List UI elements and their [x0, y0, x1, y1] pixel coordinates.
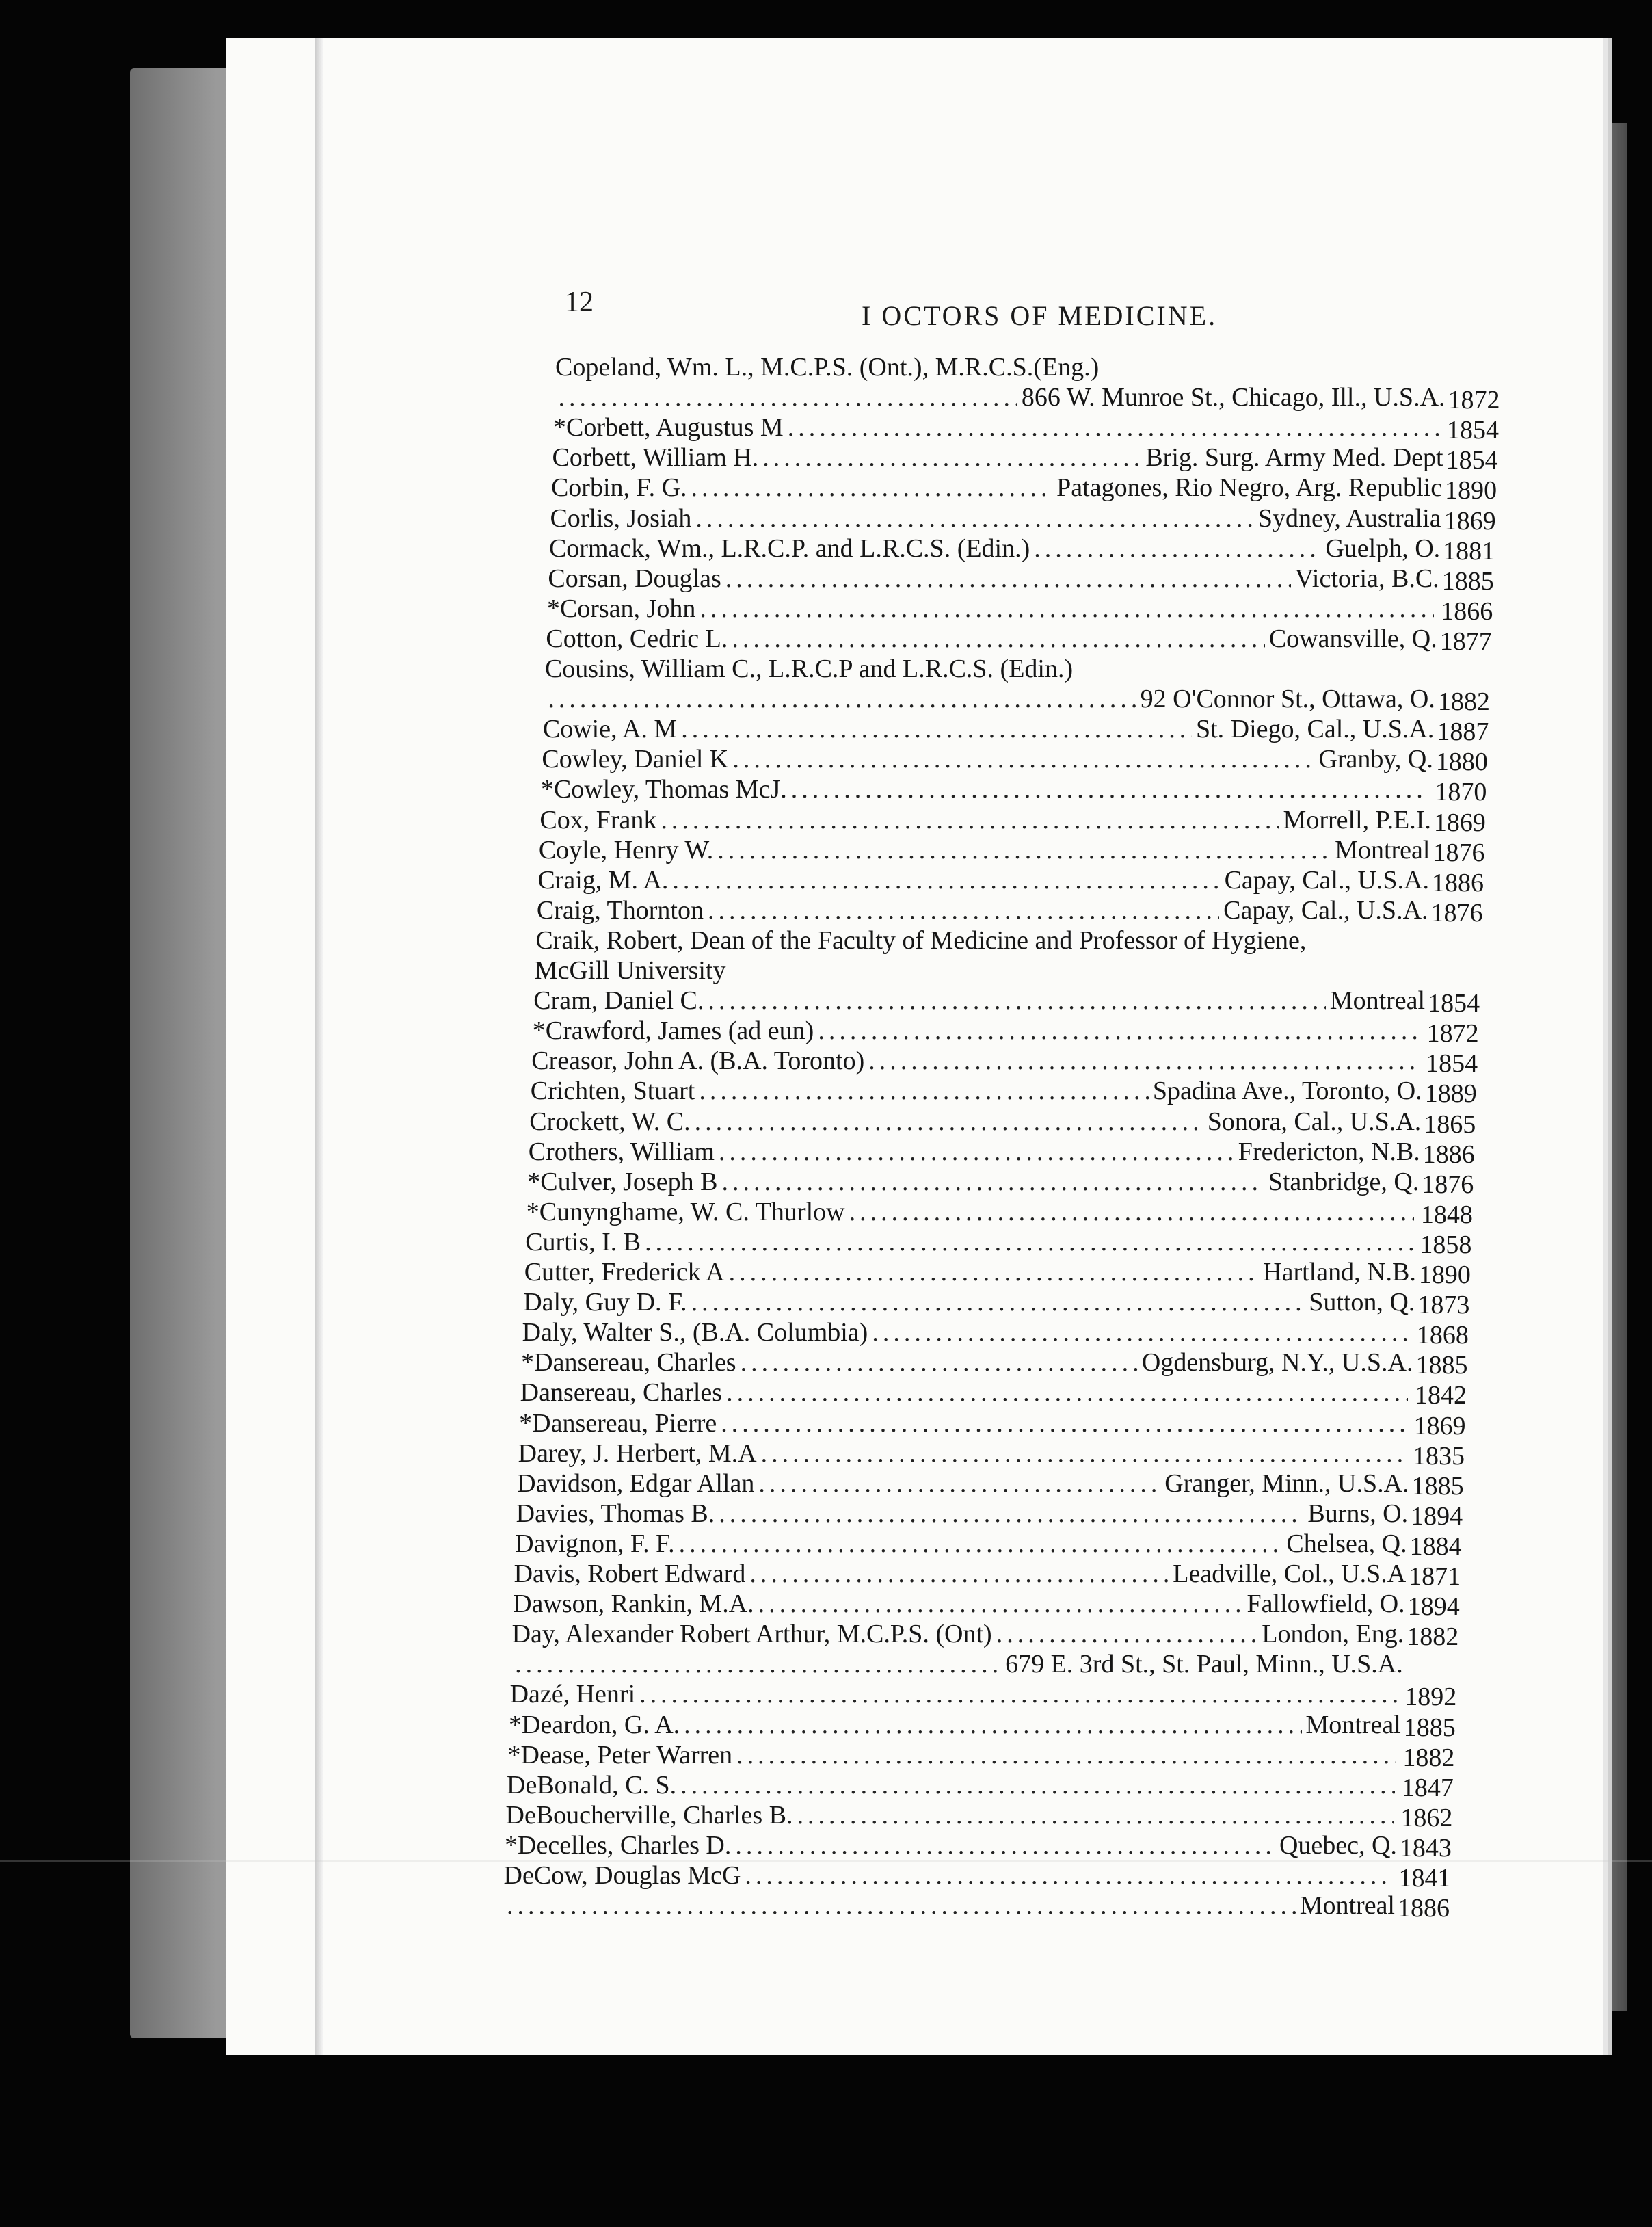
- entry-name: Cousins, William C., L.R.C.P and L.R.C.S. (Edin.): [544, 655, 1074, 683]
- entry-row: [505, 1800, 1453, 1832]
- entry-year: 1862: [1400, 1803, 1453, 1832]
- entry-row: [555, 352, 1446, 382]
- dot-leader: [684, 1710, 1301, 1740]
- entry-year: 1842: [1414, 1381, 1467, 1410]
- entry-name: Craik, Robert, Dean of the Faculty of Medicine and Professor of Hygiene,: [535, 925, 1307, 955]
- entry-location: Patagones, Rio Negro, Arg. Republic: [1056, 473, 1443, 503]
- entry-year: 1872: [1426, 1019, 1479, 1049]
- entry-year: 1882: [1407, 1622, 1459, 1652]
- entry-location: Montreal: [1329, 986, 1426, 1016]
- entry-location: Hartland, N.B.: [1263, 1258, 1416, 1287]
- dot-leader: [788, 412, 1440, 443]
- entry-row: [513, 1589, 1460, 1622]
- entry-name: Corbett, William H.: [552, 443, 759, 473]
- entry-year: 1885: [1403, 1713, 1456, 1742]
- entry-location: Quebec, Q.: [1279, 1830, 1397, 1860]
- entry-year: 1882: [1402, 1743, 1455, 1772]
- entry-year: 1882: [1437, 687, 1490, 717]
- entry-name: *Decelles, Charles D.: [505, 1830, 732, 1860]
- entry-row: [533, 986, 1480, 1018]
- entry-row: [527, 1167, 1474, 1199]
- entry-row: [539, 805, 1486, 837]
- entry-location: Sutton, Q.: [1309, 1288, 1415, 1317]
- dot-leader: [797, 1800, 1394, 1830]
- entry-year: 1866: [1441, 596, 1493, 626]
- entry-name: Craig, M. A.: [537, 865, 669, 895]
- entry-year: 1854: [1428, 989, 1480, 1018]
- entry-row: [515, 1529, 1462, 1561]
- entry-location: Fallowfield, O.: [1247, 1590, 1405, 1619]
- entry-name: Davignon, F. F.: [515, 1529, 675, 1558]
- entry-location: Montreal: [1305, 1710, 1401, 1739]
- page-number: 12: [565, 287, 594, 318]
- entry-year: 1872: [1448, 386, 1500, 415]
- entry-row: [550, 503, 1496, 536]
- entry-row: [544, 684, 1490, 717]
- dot-leader: [708, 895, 1219, 925]
- dot-leader: [996, 1619, 1258, 1649]
- entry-name: Corsan, Douglas: [548, 564, 721, 593]
- entry-year: 1887: [1437, 717, 1489, 747]
- entry-location: Montreal: [1299, 1891, 1395, 1921]
- entry-year: 1884: [1409, 1531, 1462, 1561]
- entry-row: [505, 1830, 1452, 1862]
- entry-year: 1843: [1399, 1833, 1452, 1862]
- entry-location: St. Diego, Cal., U.S.A.: [1195, 715, 1435, 744]
- dot-leader: [721, 1408, 1407, 1438]
- dot-leader: [729, 1257, 1260, 1287]
- entry-year: 1886: [1422, 1139, 1475, 1169]
- entry-name: Copeland, Wm. L., M.C.P.S. (Ont.), M.R.C.S.(Eng.): [555, 353, 1100, 382]
- entry-row: [520, 1378, 1467, 1410]
- entry-row: [531, 1046, 1478, 1079]
- dot-leader: [679, 1529, 1283, 1559]
- entry-row: [509, 1679, 1457, 1712]
- entry-year: 1876: [1433, 838, 1485, 867]
- dot-leader: [725, 564, 1291, 594]
- entry-year: 1876: [1422, 1170, 1474, 1199]
- entry-year: 1886: [1431, 868, 1484, 897]
- dot-leader: [639, 1679, 1398, 1709]
- entry-row: [526, 1197, 1473, 1229]
- entry-name: *Deardon, G. A.: [509, 1710, 680, 1739]
- entry-location: Sydney, Australia: [1257, 503, 1441, 533]
- entry-location: London, Eng.: [1262, 1620, 1404, 1649]
- entry-name: Corbin, F. G.: [550, 473, 687, 503]
- entry-row: [517, 1468, 1464, 1501]
- entry-name: Creasor, John A. (B.A. Toronto): [531, 1046, 865, 1076]
- entry-year: 1892: [1404, 1683, 1457, 1712]
- entry-row: [535, 956, 1426, 986]
- running-title: I OCTORS OF MEDICINE.: [862, 300, 1218, 331]
- entry-row: [545, 654, 1436, 684]
- entry-row: [542, 744, 1488, 777]
- entry-year: 1885: [1411, 1471, 1464, 1501]
- entry-row: [532, 1016, 1479, 1049]
- entry-row: [552, 412, 1500, 445]
- entry-location: Stanbridge, Q.: [1268, 1167, 1420, 1196]
- dot-leader: [548, 684, 1136, 714]
- entry-year: 1885: [1441, 566, 1494, 596]
- entry-location: Capay, Cal., U.S.A.: [1224, 865, 1429, 895]
- entry-year: 1854: [1426, 1049, 1478, 1079]
- dot-leader: [515, 1649, 1001, 1679]
- entry-row: [503, 1890, 1450, 1923]
- entry-location: Victoria, B.C.: [1294, 564, 1439, 593]
- dot-leader: [695, 1107, 1203, 1137]
- entry-name: Cowley, Daniel K: [542, 745, 729, 774]
- entry-row: [524, 1257, 1471, 1289]
- entry-year: 1865: [1424, 1109, 1476, 1139]
- entry-name: *Dease, Peter Warren: [507, 1740, 733, 1769]
- entry-name: Dawson, Rankin, M.A.: [513, 1590, 754, 1619]
- entry-name: DeCow, Douglas McG: [503, 1861, 741, 1890]
- entry-name: Cormack, Wm., L.R.C.P. and L.R.C.S. (Edin.): [548, 533, 1030, 563]
- entry-location: Fredericton, N.B.: [1238, 1137, 1420, 1166]
- entry-row: [521, 1347, 1468, 1380]
- entry-name: DeBoucherville, Charles B.: [505, 1800, 793, 1830]
- entry-location: Sonora, Cal., U.S.A.: [1207, 1107, 1422, 1136]
- entry-row: [529, 1107, 1476, 1139]
- entry-location: Capay, Cal., U.S.A.: [1223, 895, 1428, 925]
- entry-location: Burns, O.: [1307, 1499, 1409, 1528]
- entry-name: *Dansereau, Pierre: [519, 1408, 717, 1438]
- entry-name: *Dansereau, Charles: [521, 1348, 736, 1378]
- entry-name: Davidson, Edgar Allan: [517, 1468, 755, 1498]
- entry-row: [550, 473, 1497, 505]
- entry-row: [537, 865, 1484, 897]
- entry-row: [546, 624, 1492, 656]
- entry-location: Ogdensburg, N.Y., U.S.A.: [1141, 1348, 1413, 1378]
- dot-leader: [558, 382, 1017, 412]
- entry-row: [519, 1408, 1466, 1440]
- entry-row: [507, 1770, 1454, 1802]
- dot-leader: [732, 744, 1314, 774]
- dot-leader: [849, 1197, 1414, 1227]
- entry-name: Curtis, I. B: [525, 1227, 641, 1256]
- entry-year: 1886: [1398, 1894, 1450, 1923]
- entry-name: Crockett, W. C.: [529, 1107, 691, 1136]
- entry-year: 1847: [1401, 1773, 1454, 1802]
- entry-name: Crothers, William: [528, 1137, 715, 1166]
- entry-row: [503, 1860, 1451, 1893]
- entry-year: 1890: [1445, 476, 1497, 505]
- dot-leader: [818, 1016, 1420, 1046]
- entry-year: 1881: [1443, 536, 1495, 566]
- entry-name: Coyle, Henry W.: [538, 835, 714, 865]
- dot-leader: [708, 986, 1325, 1016]
- dot-leader: [736, 1740, 1396, 1770]
- entry-name: *Cunynghame, W. C. Thurlow: [526, 1197, 845, 1226]
- entry-name: *Crawford, James (ad eun): [532, 1016, 814, 1046]
- dot-leader: [695, 503, 1254, 533]
- entry-year: 1894: [1407, 1592, 1460, 1622]
- entry-year: 1880: [1435, 748, 1488, 777]
- entry-year: 1885: [1415, 1351, 1468, 1380]
- entry-location: Chelsea, Q.: [1286, 1529, 1407, 1558]
- dot-leader: [762, 443, 1141, 473]
- entry-name: Cox, Frank: [539, 805, 657, 834]
- entry-row: [509, 1710, 1456, 1742]
- entry-location: Morrell, P.E.I.: [1283, 805, 1431, 834]
- entry-row: [542, 714, 1489, 747]
- entry-name: *Corsan, John: [546, 594, 696, 623]
- entry-year: 1889: [1424, 1079, 1477, 1109]
- entry-row: [514, 1559, 1461, 1591]
- dot-leader: [680, 1770, 1395, 1800]
- dot-leader: [721, 1167, 1264, 1197]
- entry-location: Cowansville, Q.: [1268, 624, 1437, 653]
- entry-location: 679 E. 3rd St., St. Paul, Minn., U.S.A.: [1005, 1650, 1403, 1679]
- entry-year: 1841: [1398, 1864, 1451, 1893]
- entry-row: [523, 1287, 1470, 1320]
- entry-row: [548, 564, 1494, 596]
- dot-leader: [761, 1438, 1406, 1468]
- entry-location: Guelph, O.: [1325, 533, 1441, 563]
- entry-row: [511, 1649, 1403, 1679]
- entry-name: *Culver, Joseph B: [527, 1167, 718, 1196]
- entry-year: 1869: [1433, 808, 1486, 837]
- entry-name: *Cowley, Thomas McJ.: [540, 775, 787, 804]
- entry-year: 1890: [1418, 1261, 1471, 1289]
- entry-year: 1871: [1409, 1562, 1461, 1591]
- dot-leader: [741, 1347, 1138, 1378]
- entry-year: 1870: [1435, 778, 1487, 807]
- entry-year: 1848: [1420, 1200, 1473, 1229]
- entry-name: DeBonald, C. S.: [507, 1770, 677, 1800]
- entry-row: [552, 443, 1498, 475]
- dot-leader: [726, 1378, 1408, 1408]
- dot-leader: [868, 1046, 1419, 1076]
- entry-location: Montreal: [1335, 835, 1430, 865]
- entry-location: Granby, Q.: [1318, 745, 1433, 774]
- entry-name: Cotton, Cedric L.: [546, 624, 728, 653]
- entry-location: Granger, Minn., U.S.A.: [1164, 1468, 1409, 1498]
- dot-leader: [732, 624, 1264, 654]
- entry-row: [511, 1619, 1459, 1652]
- entry-location: 866 W. Munroe St., Chicago, Ill., U.S.A.: [1021, 383, 1446, 412]
- entry-name: McGill University: [534, 956, 726, 985]
- dot-leader: [691, 473, 1053, 503]
- entry-name: Corlis, Josiah: [550, 503, 692, 533]
- entry-year: 1869: [1443, 506, 1496, 536]
- entry-row: [535, 925, 1427, 956]
- entry-row: [530, 1076, 1477, 1109]
- entry-row: [525, 1227, 1472, 1259]
- entry-name: Craig, Thornton: [536, 895, 704, 925]
- entry-year: 1873: [1417, 1291, 1470, 1320]
- dot-leader: [645, 1227, 1413, 1257]
- dot-leader: [745, 1860, 1391, 1890]
- entry-name: Darey, J. Herbert, M.A: [518, 1438, 757, 1468]
- entry-year: 1894: [1411, 1501, 1463, 1531]
- dot-leader: [699, 1076, 1148, 1106]
- entry-name: Davies, Thomas B.: [516, 1499, 715, 1528]
- entry-year: 1858: [1420, 1230, 1472, 1259]
- entry-row: [538, 835, 1485, 867]
- entry-location: Brig. Surg. Army Med. Dept: [1145, 443, 1443, 473]
- entry-row: [518, 1438, 1465, 1471]
- entry-name: Daly, Walter S., (B.A. Columbia): [522, 1318, 868, 1347]
- entry-row: [522, 1317, 1469, 1350]
- dot-leader: [719, 1499, 1303, 1529]
- entry-year: 1869: [1413, 1411, 1466, 1440]
- entry-location: Spadina Ave., Toronto, O.: [1152, 1077, 1422, 1106]
- dot-leader: [1034, 533, 1321, 564]
- entry-location: 92 O'Connor St., Ottawa, O.: [1140, 685, 1435, 714]
- dot-leader: [717, 835, 1331, 865]
- entry-name: Day, Alexander Robert Arthur, M.C.P.S. (Ont): [511, 1620, 992, 1649]
- entry-name: *Corbett, Augustus M: [552, 413, 784, 443]
- dot-leader: [872, 1317, 1410, 1347]
- dot-leader: [791, 774, 1428, 804]
- entry-row: [516, 1499, 1463, 1531]
- dot-leader: [735, 1830, 1275, 1860]
- entry-year: 1835: [1413, 1441, 1465, 1471]
- entry-year: 1868: [1416, 1321, 1469, 1350]
- dot-leader: [661, 805, 1279, 835]
- dot-leader: [758, 1589, 1243, 1619]
- entry-name: Cowie, A. M: [542, 715, 678, 744]
- entry-row: [536, 895, 1483, 927]
- entry-name: Crichten, Stuart: [530, 1077, 695, 1106]
- entry-name: Cutter, Frederick A: [524, 1258, 725, 1287]
- dot-leader: [681, 714, 1192, 744]
- entry-year: 1854: [1446, 446, 1498, 475]
- dot-leader: [691, 1287, 1305, 1317]
- entry-row: [554, 382, 1500, 415]
- entry-location: Leadville, Col., U.S.A: [1173, 1559, 1407, 1588]
- dot-leader: [749, 1559, 1169, 1589]
- entry-year: 1876: [1430, 898, 1483, 927]
- entry-row: [540, 774, 1487, 807]
- dot-leader: [700, 594, 1434, 624]
- entry-name: Cram, Daniel C.: [533, 986, 704, 1016]
- entry-name: Dansereau, Charles: [520, 1378, 723, 1408]
- entry-year: 1854: [1447, 416, 1500, 445]
- dot-leader: [672, 865, 1220, 895]
- entry-row: [528, 1137, 1475, 1169]
- dot-leader: [719, 1137, 1234, 1167]
- entry-year: 1877: [1439, 627, 1492, 656]
- dot-leader: [507, 1890, 1296, 1921]
- entry-name: Davis, Robert Edward: [514, 1559, 746, 1588]
- dot-leader: [758, 1468, 1160, 1499]
- entry-name: Daly, Guy D. F.: [523, 1288, 687, 1317]
- entry-name: Dazé, Henri: [509, 1680, 636, 1709]
- entry-row: [548, 533, 1495, 566]
- entry-row: [507, 1740, 1455, 1772]
- entry-row: [546, 594, 1493, 626]
